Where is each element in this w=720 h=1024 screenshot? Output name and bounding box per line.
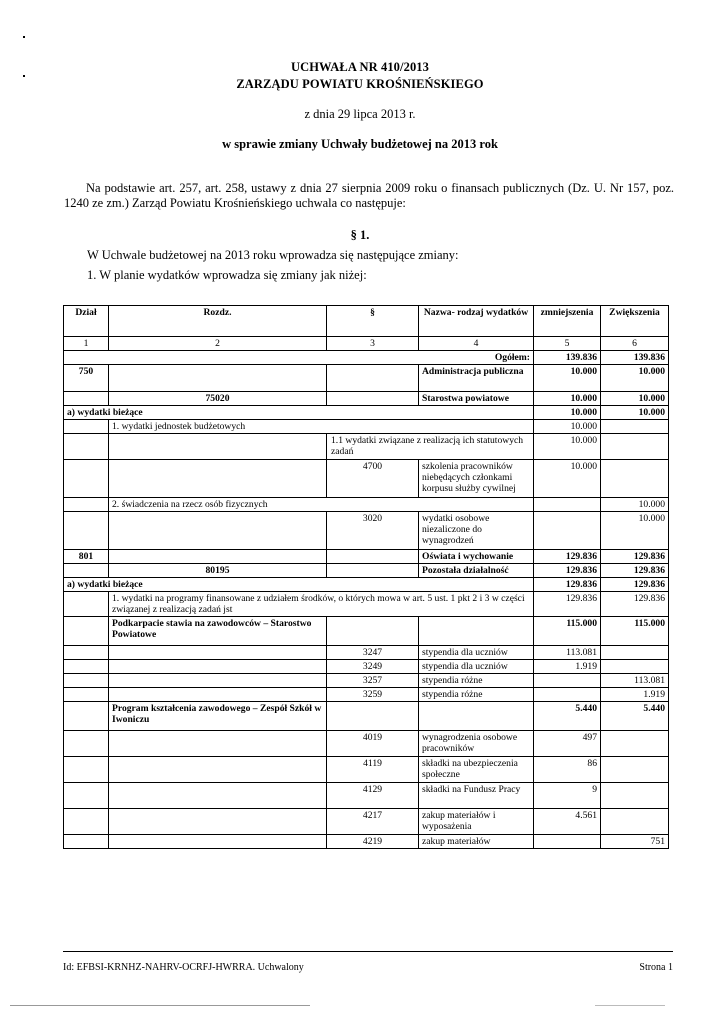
increase-value [601,434,669,460]
decrease-value: 497 [534,731,601,757]
increase-value: 115.000 [601,617,669,646]
table-row [64,434,669,460]
dzial-code: 750 [64,365,109,392]
table-row [64,578,669,592]
increase-value: 10.000 [601,365,669,392]
col-number: 2 [109,337,327,351]
decrease-value: 10.000 [534,392,601,406]
increase-value: 129.836 [601,578,669,592]
expense-name: stypendia różne [419,674,534,688]
expense-name: Starostwa powiatowe [419,392,534,406]
increase-value [601,646,669,660]
paragraph-code: 4217 [327,809,419,835]
increase-value: 10.000 [601,512,669,550]
increase-value: 10.000 [601,406,669,420]
expense-name: składki na ubezpieczenia społeczne [419,757,534,783]
table-row [64,592,669,617]
table-row [64,406,669,420]
table-row [64,420,669,434]
resolution-title: UCHWAŁA NR 410/2013 [290,60,430,74]
table-row [64,617,669,646]
decrease-value: 129.836 [534,564,601,578]
table-row [64,392,669,406]
paragraph-code: 4219 [327,835,419,849]
total-label: Ogółem: [64,351,534,365]
increase-value: 129.836 [601,592,669,617]
increase-value: 10.000 [601,498,669,512]
increase-value: 113.081 [601,674,669,688]
rozdz-code: 75020 [109,392,327,406]
resolution-subject: w sprawie zmiany Uchwały budżetowej na 2013 rok [222,137,498,151]
expense-name: składki na Fundusz Pracy [419,783,534,809]
decrease-value: 4.561 [534,809,601,835]
expense-name: Oświata i wychowanie [419,550,534,564]
document-id: Id: EFBSI-KRNHZ-NAHRV-OCRFJ-HWRRA. Uchwalony [63,962,304,973]
decrease-value [534,688,601,702]
increase-value: 129.836 [601,564,669,578]
scan-artifact [10,1005,310,1006]
table-row [64,498,669,512]
resolution-date: z dnia 29 lipca 2013 r. [304,107,416,121]
header-dzial: Dział [64,306,109,337]
header-rozdz: Rozdz. [109,306,327,337]
paragraph-code: 3259 [327,688,419,702]
scan-artifact [595,1005,665,1006]
table-row [64,512,669,550]
preamble [64,181,674,211]
expense-name: zakup materiałów [419,835,534,849]
expenditure-item: 1. W planie wydatków wprowadza się zmiany jak niżej: [87,268,367,282]
decrease-value: 10.000 [534,420,601,434]
budget-changes-table [63,305,669,849]
table-row [64,460,669,498]
preamble-text: Na podstawie art. 257, art. 258, ustawy z dnia 27 sierpnia 2009 roku o finansach publicznych (Dz. U. Nr 157, poz. 1240 ze zm.) Zarząd Powiatu Krośnieńskiego uchwala co następuje: [64,181,674,210]
expense-name: stypendia różne [419,688,534,702]
table-row [64,702,669,731]
expense-name: wydatki osobowe niezaliczone do wynagrodzeń [419,512,534,550]
table-row [64,646,669,660]
header-name: Nazwa- rodzaj wydatków [419,306,534,337]
table-header-row [64,306,669,337]
increase-value: 1.919 [601,688,669,702]
col-number: 3 [327,337,419,351]
paragraph-code: 4019 [327,731,419,757]
subcategory: 2. świadczenia na rzecz osób fizycznych [109,498,534,512]
increase-value [601,420,669,434]
decrease-value: 129.836 [534,592,601,617]
increase-value: 129.836 [601,550,669,564]
subcategory: 1.1 wydatki związane z realizacją ich statutowych zadań [327,434,534,460]
header-decrease: zmniejszenia [534,306,601,337]
header-increase: Zwiększenia [601,306,669,337]
table-row-total [64,351,669,365]
increase-value: 10.000 [601,392,669,406]
table-row [64,564,669,578]
section-mark: § 1. [350,228,370,242]
decrease-value: 10.000 [534,365,601,392]
expense-name: stypendia dla uczniów [419,646,534,660]
increase-value: 5.440 [601,702,669,731]
table-row [64,835,669,849]
column-number-row [64,337,669,351]
current-expenses-label: a) wydatki bieżące [64,578,534,592]
subcategory: 1. wydatki na programy finansowane z udziałem środków, o których mowa w art. 5 ust. 1 pkt 2 i 3 w części związanej z realizacją zadań jst [109,592,534,617]
decrease-value: 10.000 [534,434,601,460]
decrease-value: 86 [534,757,601,783]
decrease-value: 10.000 [534,406,601,420]
expense-name: szkolenia pracowników niebędących członkami korpusu służby cywilnej [419,460,534,498]
increase-value [601,757,669,783]
subcategory: 1. wydatki jednostek budżetowych [109,420,534,434]
paragraph-code: 4129 [327,783,419,809]
table-row [64,365,669,392]
increase-value [601,783,669,809]
program-name: Program kształcenia zawodowego – Zespół Szkół w Iwoniczu [109,702,327,731]
expense-name: wynagrodzenia osobowe pracowników [419,731,534,757]
paragraph-code: 3249 [327,660,419,674]
footer-divider [63,951,673,952]
paragraph-code: 4119 [327,757,419,783]
expense-name: Administracja publiczna [419,365,534,392]
paragraph-code: 3020 [327,512,419,550]
table-row [64,550,669,564]
decrease-value: 113.081 [534,646,601,660]
decrease-value: 139.836 [534,351,601,365]
changes-intro: W Uchwale budżetowej na 2013 roku wprowadza się następujące zmiany: [87,248,459,262]
current-expenses-label: a) wydatki bieżące [64,406,534,420]
board-title: ZARZĄDU POWIATU KROŚNIEŃSKIEGO [236,77,484,91]
col-number: 6 [601,337,669,351]
increase-value [601,809,669,835]
increase-value [601,660,669,674]
decrease-value [534,498,601,512]
expense-name: Pozostała działalność [419,564,534,578]
increase-value [601,460,669,498]
decrease-value: 129.836 [534,578,601,592]
increase-value: 139.836 [601,351,669,365]
header-paragraph: § [327,306,419,337]
decrease-value [534,512,601,550]
program-name: Podkarpacie stawia na zawodowców – Starostwo Powiatowe [109,617,327,646]
table-row [64,809,669,835]
table-row [64,688,669,702]
col-number: 1 [64,337,109,351]
paragraph-code: 4700 [327,460,419,498]
increase-value: 751 [601,835,669,849]
decrease-value: 10.000 [534,460,601,498]
decrease-value [534,835,601,849]
paragraph-code: 3247 [327,646,419,660]
col-number: 5 [534,337,601,351]
decrease-value: 5.440 [534,702,601,731]
expense-name: stypendia dla uczniów [419,660,534,674]
paragraph-code: 3257 [327,674,419,688]
decrease-value: 1.919 [534,660,601,674]
decrease-value: 9 [534,783,601,809]
table-row [64,731,669,757]
page-number: Strona 1 [639,962,673,973]
table-row [64,660,669,674]
table-row [64,783,669,809]
increase-value [601,731,669,757]
decrease-value: 129.836 [534,550,601,564]
col-number: 4 [419,337,534,351]
dzial-code: 801 [64,550,109,564]
table-row [64,757,669,783]
scan-dot [23,36,25,38]
expense-name: zakup materiałów i wyposażenia [419,809,534,835]
rozdz-code: 80195 [109,564,327,578]
decrease-value: 115.000 [534,617,601,646]
decrease-value [534,674,601,688]
table-row [64,674,669,688]
